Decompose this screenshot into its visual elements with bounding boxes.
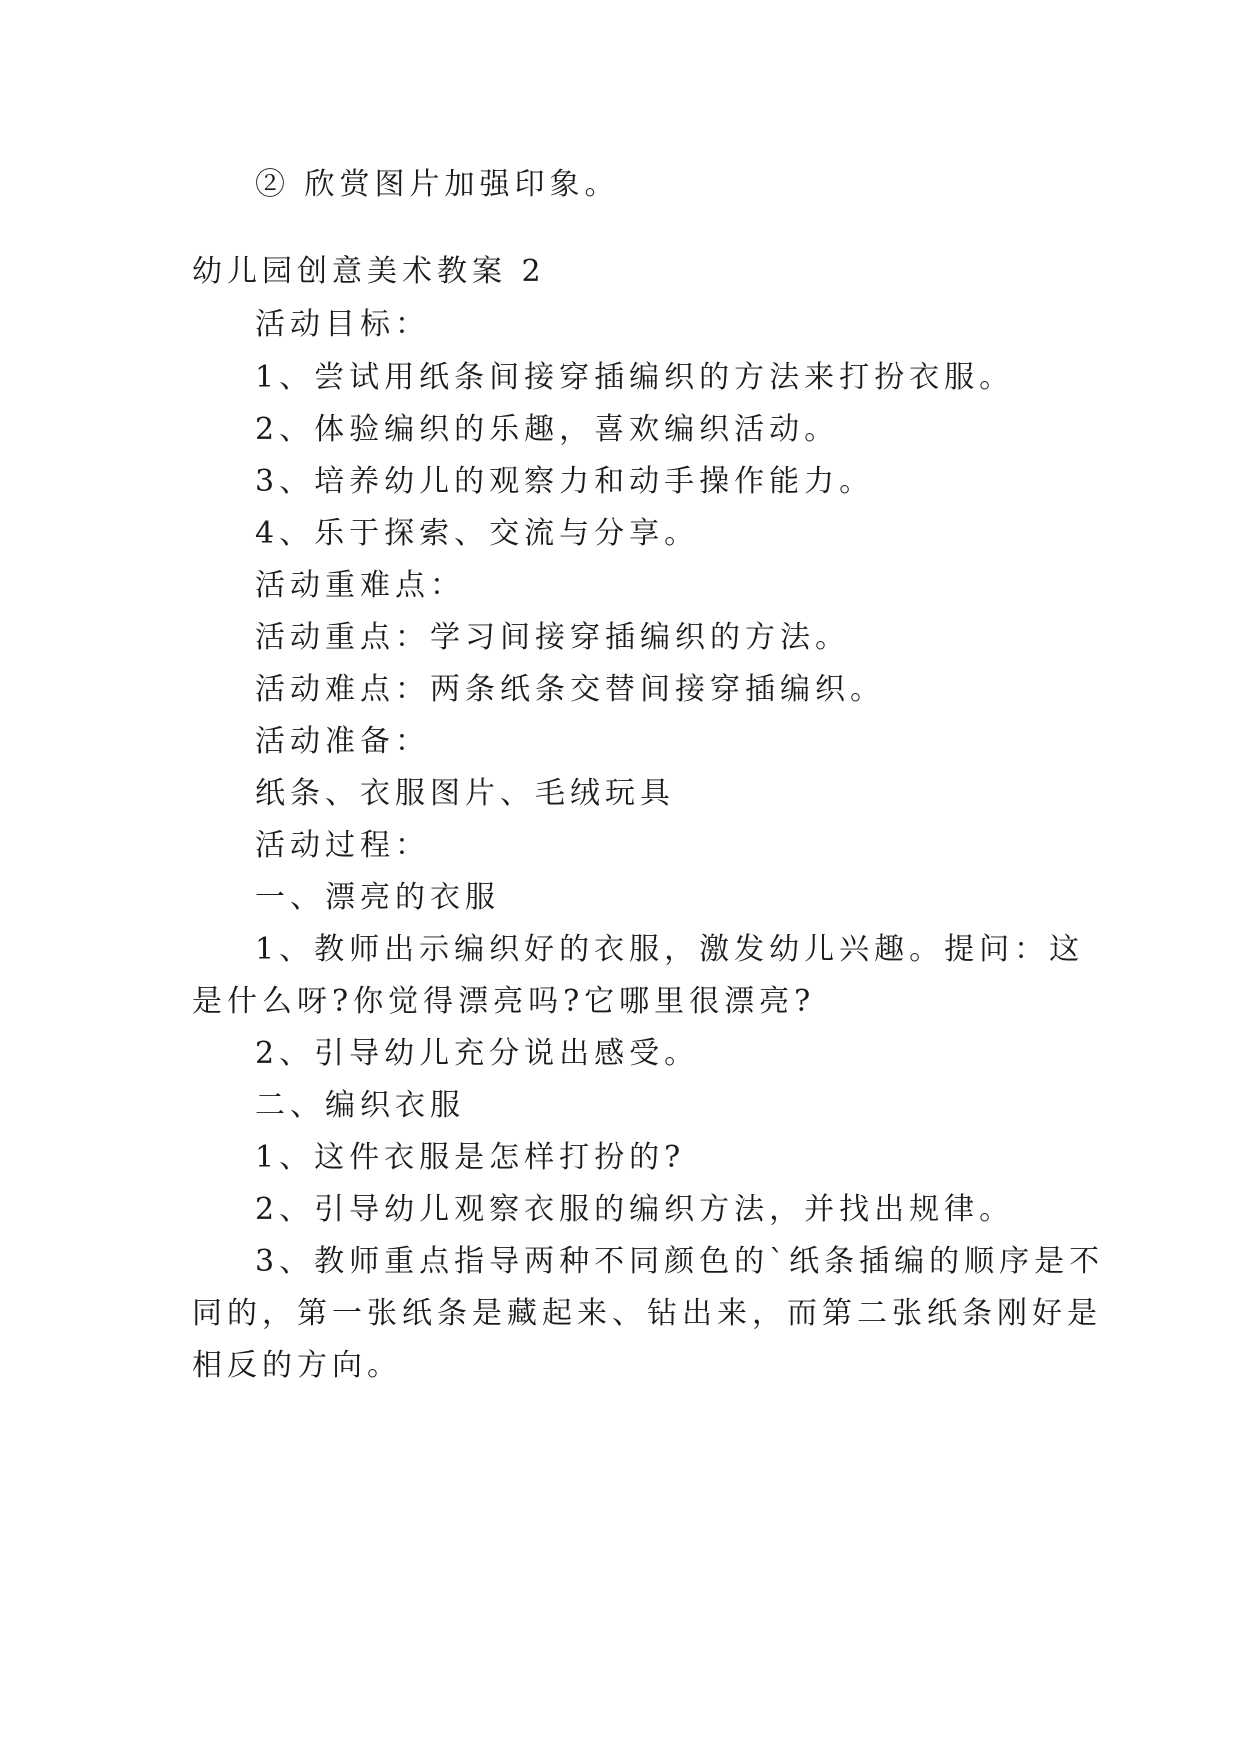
paragraph-line: 纸条、衣服图片、毛绒玩具 (255, 776, 675, 811)
paragraph-line: 活动难点：两条纸条交替间接穿插编织。 (255, 672, 885, 707)
paragraph-line: 一、漂亮的衣服 (255, 880, 500, 915)
paragraph-line: 2、引导幼儿充分说出感受。 (255, 1036, 700, 1071)
paragraph-line: 3、教师重点指导两种不同颜色的`纸条插编的顺序是不 (255, 1244, 1105, 1279)
paragraph-line: 活动重点：学习间接穿插编织的方法。 (255, 620, 850, 655)
paragraph-line: 活动过程： (255, 828, 430, 863)
paragraph-line: 是什么呀?你觉得漂亮吗?它哪里很漂亮? (192, 984, 816, 1019)
paragraph-line: 2、引导幼儿观察衣服的编织方法，并找出规律。 (255, 1192, 1015, 1227)
paragraph-line: 3、培养幼儿的观察力和动手操作能力。 (255, 464, 875, 499)
paragraph-line: 活动准备： (255, 724, 430, 759)
intro-line: ② 欣赏图片加强印象。 (255, 167, 620, 202)
paragraph-line: 1、这件衣服是怎样打扮的? (255, 1140, 686, 1175)
paragraph-line: 相反的方向。 (192, 1348, 402, 1383)
paragraph-line: 4、乐于探索、交流与分享。 (255, 516, 700, 551)
paragraph-line: 活动目标： (255, 307, 430, 342)
paragraph-line: 2、体验编织的乐趣，喜欢编织活动。 (255, 412, 840, 447)
section-heading: 幼儿园创意美术教案 2 (192, 254, 546, 289)
paragraph-line: 1、尝试用纸条间接穿插编织的方法来打扮衣服。 (255, 360, 1015, 395)
paragraph-line: 同的，第一张纸条是藏起来、钻出来，而第二张纸条刚好是 (192, 1296, 1102, 1331)
paragraph-line: 二、编织衣服 (255, 1088, 465, 1123)
paragraph-line: 活动重难点： (255, 568, 465, 603)
paragraph-line: 1、教师出示编织好的衣服，激发幼儿兴趣。提问：这 (255, 932, 1085, 967)
